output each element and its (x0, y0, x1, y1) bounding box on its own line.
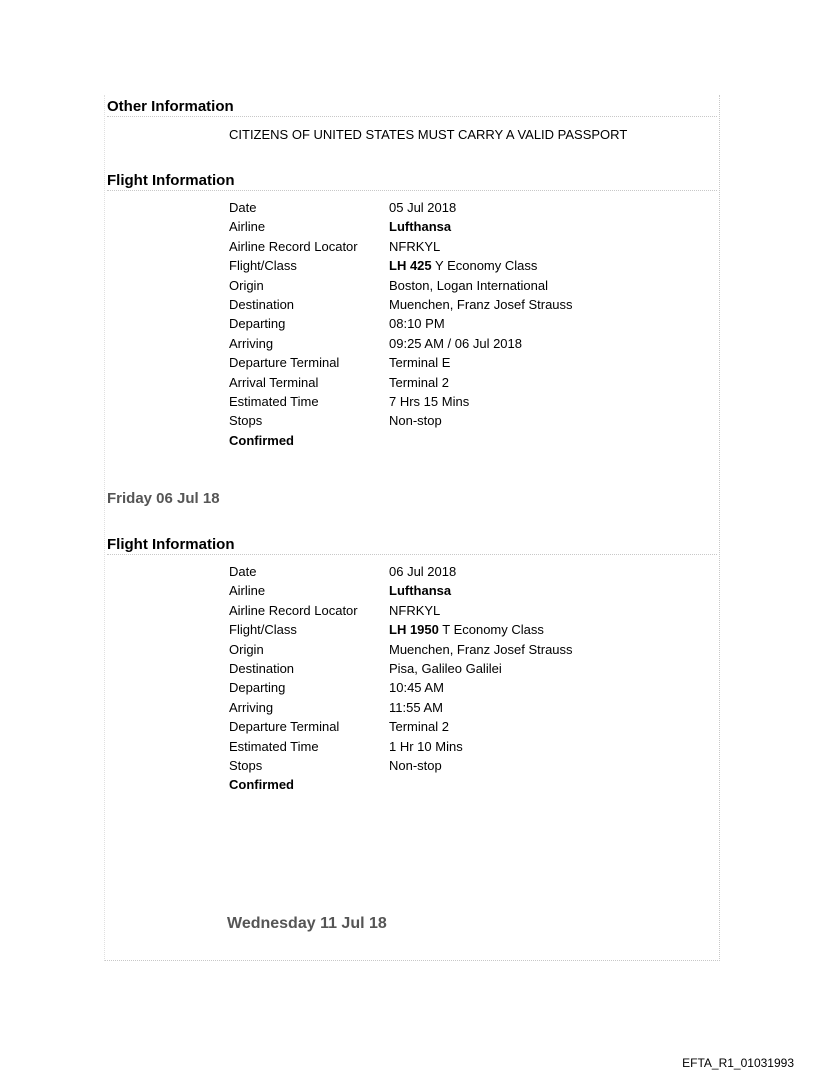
detail-label: Departure Terminal (229, 719, 340, 735)
detail-label: Origin (229, 277, 264, 293)
detail-label: Estimated Time (229, 393, 319, 409)
detail-row-origin (229, 276, 669, 295)
booking-status: Confirmed (229, 432, 294, 448)
detail-row-flight-class (229, 256, 669, 275)
detail-label: Origin (229, 641, 264, 657)
detail-value-record-locator: NFRKYL (389, 602, 441, 618)
detail-value-date: 05 Jul 2018 (389, 200, 457, 215)
detail-row-record-locator (229, 237, 669, 256)
detail-label: Arriving (229, 699, 274, 715)
detail-label: Departing (229, 316, 286, 332)
detail-row-departing (229, 314, 669, 333)
detail-row-stops (229, 756, 669, 775)
detail-row-estimated-time (229, 737, 669, 756)
detail-value-departing: 08:10 PM (389, 316, 445, 332)
detail-value-stops: Non-stop (389, 757, 442, 773)
flight-number: LH 1950 (389, 622, 439, 638)
detail-row-date (229, 198, 669, 217)
document-id: EFTA_R1_01031993 (682, 1056, 794, 1070)
detail-label: Airline (229, 219, 266, 235)
detail-row-destination (229, 659, 669, 678)
detail-label: Flight/Class (229, 258, 297, 274)
detail-label: Destination (229, 296, 295, 312)
detail-row-departure-terminal (229, 353, 669, 372)
detail-value-flight-class (389, 256, 669, 275)
detail-value-departure-terminal: Terminal E (389, 355, 451, 371)
detail-row-airline (229, 217, 669, 236)
heading-divider (107, 116, 717, 117)
detail-value-departing: 10:45 AM (389, 680, 444, 696)
detail-value-arrival-terminal: Terminal 2 (389, 374, 449, 390)
detail-value-stops: Non-stop (389, 413, 442, 429)
detail-label: Departure Terminal (229, 355, 340, 371)
other-information-heading: Other Information (107, 98, 234, 115)
detail-label: Airline Record Locator (229, 602, 358, 618)
cabin-class: Y Economy Class (431, 258, 538, 274)
detail-label: Stops (229, 757, 263, 773)
detail-row-airline (229, 581, 669, 600)
detail-value-airline: Lufthansa (389, 583, 452, 599)
detail-label: Date (229, 564, 257, 579)
booking-status: Confirmed (229, 777, 294, 793)
detail-value-estimated-time: 1 Hr 10 Mins (389, 738, 463, 754)
detail-label: Airline (229, 583, 266, 599)
detail-label: Destination (229, 660, 295, 676)
detail-label: Estimated Time (229, 738, 319, 754)
detail-value-departure-terminal: Terminal 2 (389, 719, 449, 735)
detail-value-origin: Boston, Logan International (389, 277, 549, 293)
detail-row-departure-terminal (229, 717, 669, 736)
detail-label: Departing (229, 680, 286, 696)
detail-row-departing (229, 678, 669, 697)
detail-label: Stops (229, 413, 263, 429)
day-heading: Wednesday 11 Jul 18 (227, 915, 387, 932)
detail-value-date: 06 Jul 2018 (389, 564, 457, 579)
detail-row-date (229, 562, 669, 581)
detail-value-arriving: 11:55 AM (389, 699, 443, 715)
flight-number: LH 425 (389, 258, 432, 274)
detail-value-destination: Muenchen, Franz Josef Strauss (389, 296, 573, 312)
detail-label: Airline Record Locator (229, 238, 358, 254)
flight-details-1 (229, 198, 669, 450)
detail-label: Date (229, 200, 257, 215)
detail-value-flight-class (389, 620, 669, 639)
cabin-class: T Economy Class (438, 622, 544, 638)
heading-divider (107, 190, 717, 191)
detail-row-destination (229, 295, 669, 314)
passport-notice: CITIZENS OF UNITED STATES MUST CARRY A VALID PASSPORT (229, 127, 628, 142)
detail-value-estimated-time: 7 Hrs 15 Mins (389, 393, 470, 409)
detail-label: Arriving (229, 335, 274, 351)
day-heading: Friday 06 Jul 18 (107, 490, 220, 507)
heading-divider (107, 554, 717, 555)
detail-label: Flight/Class (229, 622, 297, 638)
detail-row-arrival-terminal (229, 373, 669, 392)
detail-row-origin (229, 640, 669, 659)
detail-row-estimated-time (229, 392, 669, 411)
flight-information-heading: Flight Information (107, 172, 235, 189)
detail-value-record-locator: NFRKYL (389, 238, 441, 254)
detail-row-stops (229, 411, 669, 430)
detail-row-arriving (229, 334, 669, 353)
detail-row-record-locator (229, 601, 669, 620)
detail-value-destination: Pisa, Galileo Galilei (389, 660, 502, 676)
detail-row-flight-class (229, 620, 669, 639)
detail-row-arriving (229, 698, 669, 717)
detail-value-airline: Lufthansa (389, 219, 452, 235)
flight-details-2 (229, 562, 669, 795)
detail-label: Arrival Terminal (229, 374, 319, 390)
detail-value-arriving: 09:25 AM / 06 Jul 2018 (389, 335, 522, 351)
flight-information-heading: Flight Information (107, 536, 235, 553)
detail-value-origin: Muenchen, Franz Josef Strauss (389, 641, 573, 657)
